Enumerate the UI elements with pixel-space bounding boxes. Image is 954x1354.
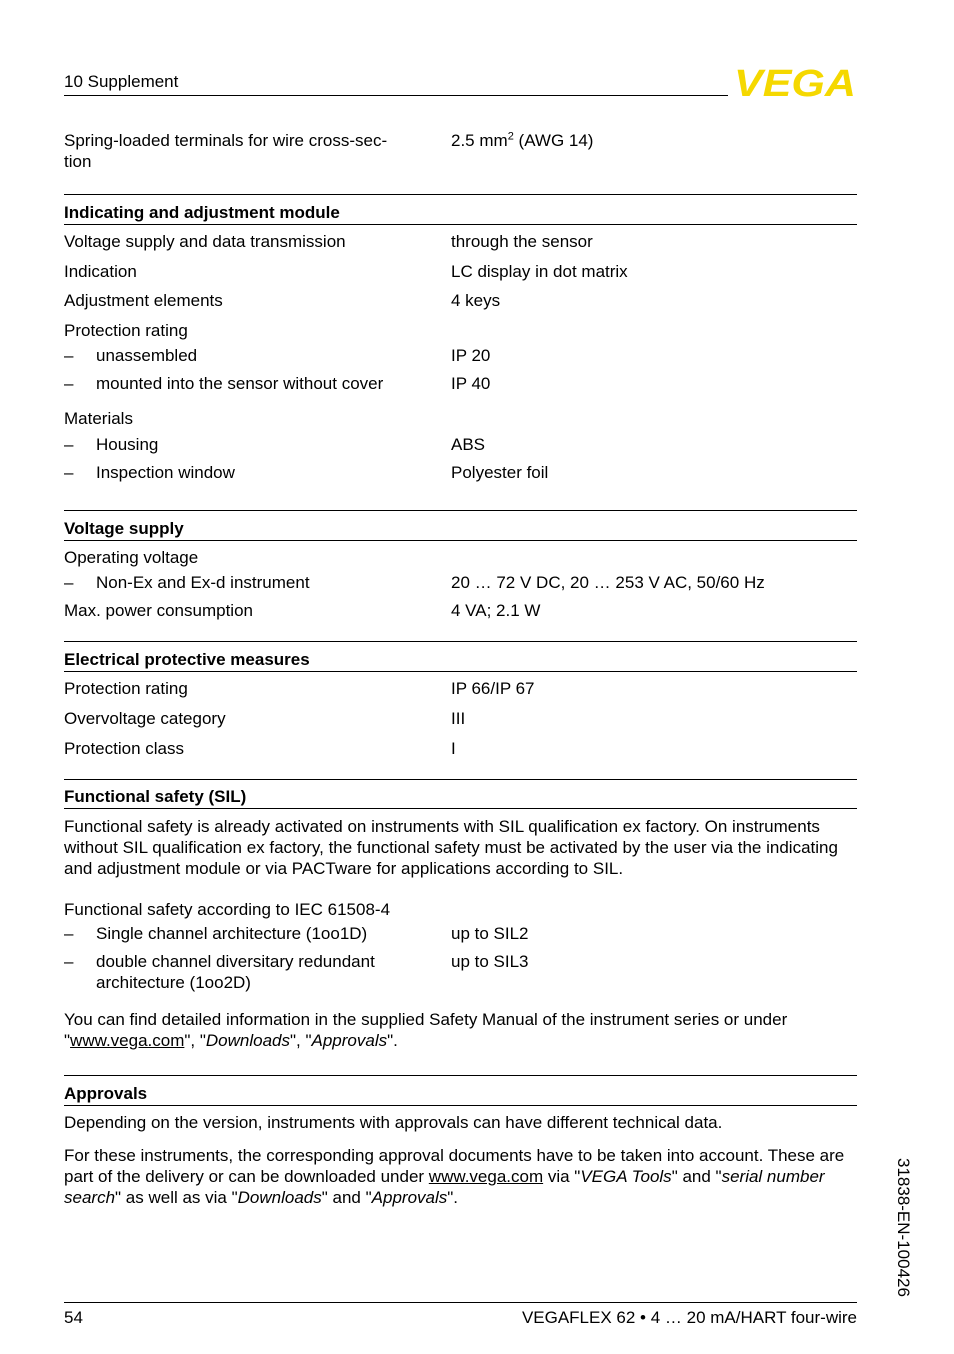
row-value: III — [451, 709, 466, 728]
row-label: Inspection window — [96, 463, 235, 482]
sil-info-paragraph: You can find detailed information in the supplied Safety Manual of the instrument series or under "www.vega.com", "Downloads", "Approvals". — [64, 1010, 788, 1050]
logo-text: VEGA — [734, 66, 856, 98]
footer-rule — [64, 1302, 857, 1303]
row-label: double channel diversitary redundant architecture (1oo2D) — [96, 952, 375, 992]
group-label: Operating voltage — [64, 548, 199, 567]
section-title-indicating: Indicating and adjustment module — [64, 203, 340, 222]
vega-link[interactable]: www.vega.com — [428, 1167, 544, 1186]
list-dash: – — [64, 435, 74, 454]
section-title-sil: Functional safety (SIL) — [64, 787, 247, 806]
row-value: IP 40 — [451, 374, 491, 393]
approvals-paragraph-1: Depending on the version, instruments with approvals can have different technical data. — [64, 1113, 723, 1132]
row-value: 4 VA; 2.1 W — [451, 601, 541, 620]
row-label: Protection rating — [64, 679, 188, 698]
list-dash: – — [64, 952, 74, 971]
section-rule — [64, 808, 857, 809]
row-label: Voltage supply and data transmission — [64, 232, 346, 251]
row-label: mounted into the sensor without cover — [96, 374, 384, 393]
group-label: Materials — [64, 409, 133, 428]
section-rule — [64, 540, 857, 541]
product-name: VEGAFLEX 62 • 4 … 20 mA/HART four-wire — [521, 1308, 857, 1327]
row-value: ABS — [451, 435, 486, 454]
section-rule — [64, 1075, 857, 1076]
row-label: Adjustment elements — [64, 291, 223, 310]
row-label: Indication — [64, 262, 137, 281]
section-rule — [64, 779, 857, 780]
section-title-electrical: Electrical protective measures — [64, 650, 310, 669]
sil-paragraph: Functional safety is already activated on instruments with SIL qualification ex factory. On instruments without SIL qualification ex factory, the functional safety must be activated by the user via the indicating and adjustment module or via PACTware for applications according to SIL. — [64, 817, 838, 878]
terminal-label: Spring-loaded terminals for wire cross-sec- tion — [64, 131, 388, 171]
row-value: 4 keys — [451, 291, 501, 310]
row-label: Non-Ex and Ex-d instrument — [96, 573, 310, 592]
list-dash: – — [64, 463, 74, 482]
vega-link[interactable]: www.vega.com — [70, 1031, 185, 1050]
chapter-header: 10 Supplement — [64, 72, 179, 91]
row-value: IP 20 — [451, 346, 491, 365]
row-value: IP 66/IP 67 — [451, 679, 535, 698]
list-dash: – — [64, 374, 74, 393]
section-rule — [64, 510, 857, 511]
row-label: Single channel architecture (1oo1D) — [96, 924, 368, 943]
row-value: 20 … 72 V DC, 20 … 253 V AC, 50/60 Hz — [451, 573, 765, 592]
list-dash: – — [64, 924, 74, 943]
list-dash: – — [64, 573, 74, 592]
row-label: unassembled — [96, 346, 198, 365]
group-label: Protection rating — [64, 321, 188, 340]
header-rule — [64, 95, 728, 96]
row-label: Max. power consumption — [64, 601, 253, 620]
section-rule — [64, 641, 857, 642]
approvals-paragraph-2: For these instruments, the corresponding approval documents have to be taken into account. These are part of the delivery or can be downloaded under www.vega.com via "VEGA Tools" and "serial number search" as well as via "Downloads" and "Approvals". — [64, 1146, 845, 1207]
document-code: 31838-EN-100426 — [894, 1158, 913, 1297]
vega-logo — [734, 66, 858, 98]
section-title-approvals: Approvals — [64, 1084, 148, 1103]
list-dash: – — [64, 346, 74, 365]
row-label: Overvoltage category — [64, 709, 226, 728]
row-value: LC display in dot matrix — [451, 262, 628, 281]
row-value: up to SIL2 — [451, 924, 529, 943]
row-value: through the sensor — [451, 232, 593, 251]
section-rule — [64, 194, 857, 195]
row-value: I — [451, 739, 456, 758]
row-label: Housing — [96, 435, 159, 454]
row-value: Polyester foil — [451, 463, 549, 482]
section-title-voltage: Voltage supply — [64, 519, 184, 538]
section-rule — [64, 671, 857, 672]
page-number: 54 — [64, 1308, 83, 1327]
section-rule — [64, 224, 857, 225]
group-label: Functional safety according to IEC 61508-4 — [64, 900, 391, 919]
row-label: Protection class — [64, 739, 184, 758]
terminal-value: 2.5 $mm^2$ (AWG 14) — [451, 130, 594, 150]
row-value: up to SIL3 — [451, 952, 529, 971]
section-rule — [64, 1105, 857, 1106]
